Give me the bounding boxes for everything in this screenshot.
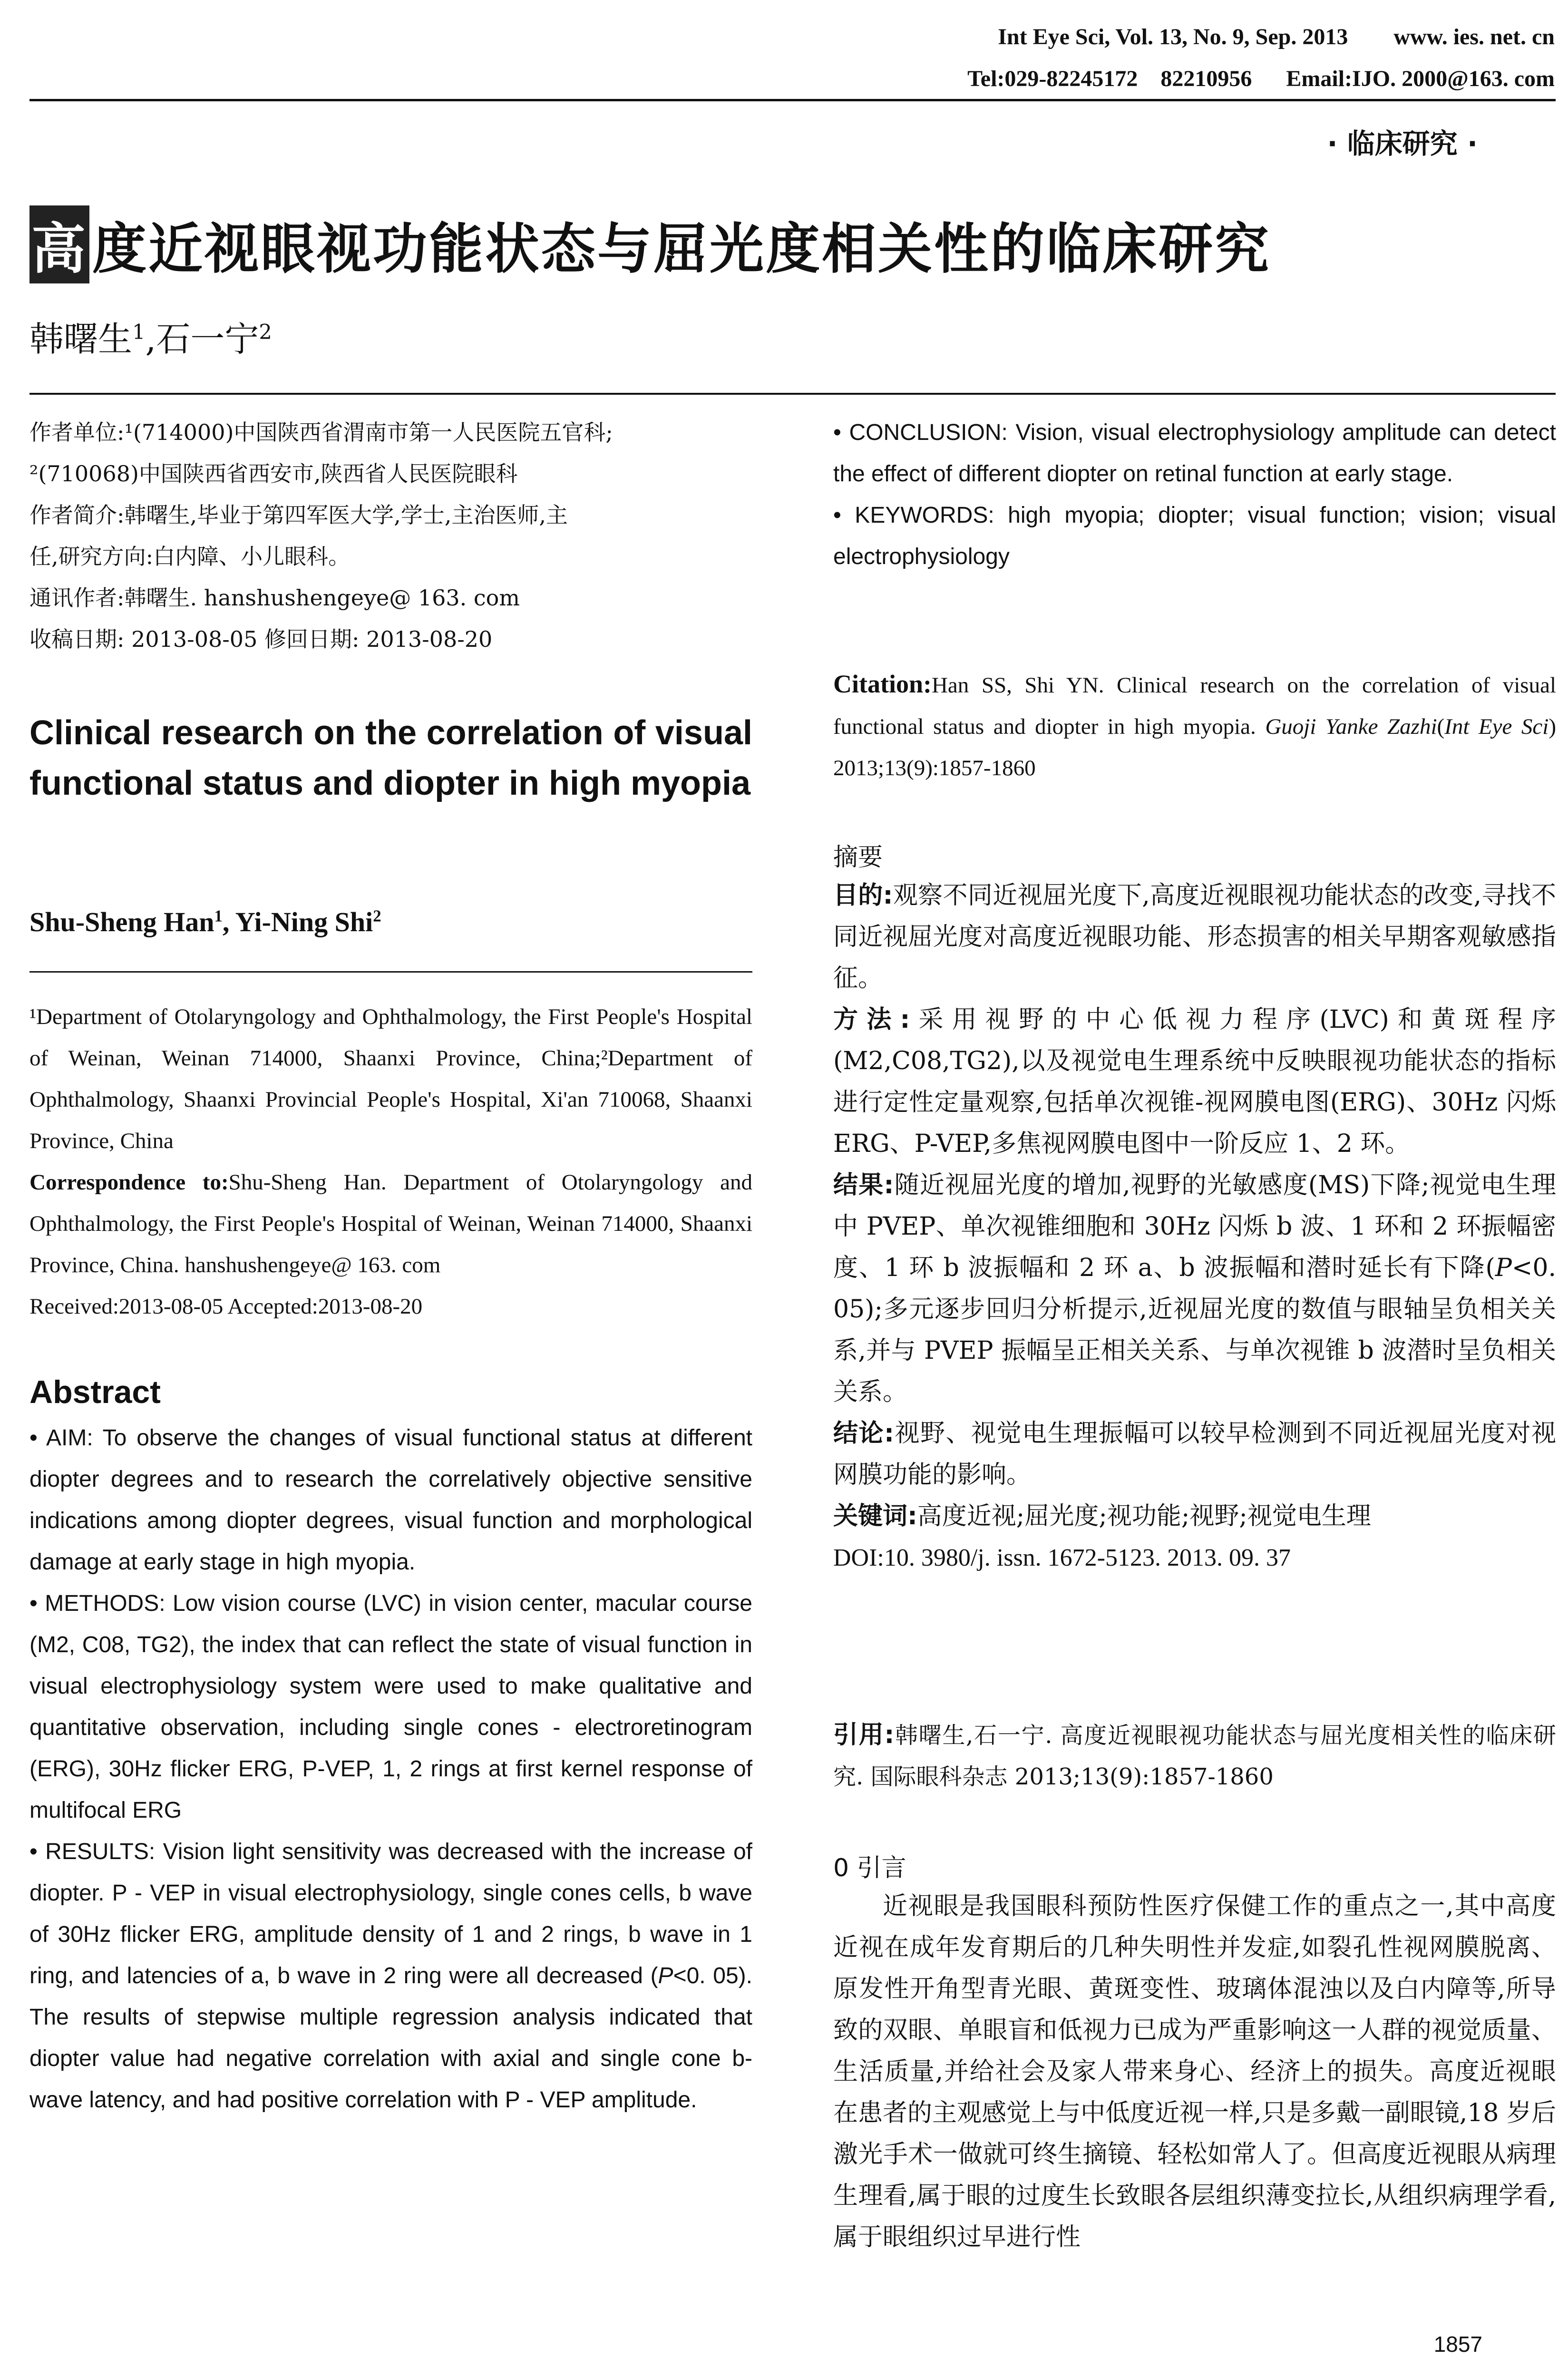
abstract-keywords-en: • KEYWORDS: high myopia; diopter; visual function; vision; visual electrophysiology <box>833 503 1556 569</box>
title-cn-rest: 度近视眼视功能状态与屈光度相关性的临床研究 <box>92 217 1271 281</box>
intro-heading: 0 引言 <box>833 1854 906 1882</box>
abstract-heading-en: Abstract <box>29 1374 161 1410</box>
dates-cn: 收稿日期: 2013-08-05 修回日期: 2013-08-20 <box>29 626 493 652</box>
abstract-heading-cn: 摘要 <box>833 843 883 872</box>
abstract-cn-body <box>833 875 1556 1578</box>
unit-line-2: ²(710068)中国陕西省西安市,陕西省人民医院眼科 <box>29 461 518 487</box>
corresponding-author-cn: 通讯作者:韩曙生. hanshushengeye@ 163. com <box>29 585 520 611</box>
results-cn-label: 结果: <box>833 1171 894 1199</box>
title-initial-char: 高 <box>29 205 89 283</box>
citation-en-text <box>833 663 1556 789</box>
affiliation-rule <box>29 971 752 973</box>
citation-en-journal: Guoji Yanke Zazhi <box>1265 714 1437 739</box>
citation-cn-body: 韩曙生,石一宁. 高度近视眼视功能状态与屈光度相关性的临床研究. 国际眼科杂志 2013;13(9):1857-1860 <box>833 1722 1557 1790</box>
doi: DOI:10. 3980/j. issn. 1672-5123. 2013. 09. 37 <box>833 1544 1291 1571</box>
correspondence-text: Shu-Sheng Han. Department of Otolaryngology and Ophthalmology, the First People's Hospital of Weinan, Weinan 714000, Shaanxi Province, China. hanshushengeye@ 163. com <box>29 1170 752 1277</box>
author-cn-sep: , <box>145 319 156 359</box>
citation-en <box>833 663 1556 789</box>
page-number: 1857 <box>1433 2332 1482 2357</box>
author-cn-1: 韩曙生 <box>29 319 133 359</box>
abstract-keywords-cn <box>833 1496 1556 1537</box>
citation-en-part-b: ) 2013;13(9):1857-1860 <box>833 714 1556 780</box>
author-en-2-sup: 2 <box>373 906 381 925</box>
citation-cn <box>833 1715 1556 1798</box>
info-cn-block <box>29 412 752 660</box>
aim-cn-label: 目的: <box>833 881 893 910</box>
author-cn-2: 石一宁 <box>156 319 259 359</box>
intro-paragraph: 近视眼是我国眼科预防性医疗保健工作的重点之一,其中高度近视在成年发育期后的几种失明性并发症,如裂孔性视网膜脱离、原发性开角型青光眼、黄斑变性、玻璃体混浊以及白内障等,所导致的双眼、单眼盲和低视力已成为严重影响这一人群的视觉质量、生活质量,并给社会及家人带来身心、经济上的损失。高度近视眼在患者的主观感觉上与中低度近视一样,只是多戴一副眼镜,18 岁后激光手术一做就可终生摘镜、轻松如常人了。但高度近视眼从病理生理看,属于眼的过度生长致眼各层组织薄变拉长,从组织病理学看,属于眼组织过早进行性 <box>833 1892 1556 2251</box>
correspondence-en <box>29 1162 752 1286</box>
keywords-cn-label: 关键词: <box>833 1502 917 1530</box>
header-rule <box>29 99 1556 101</box>
affiliations-en: ¹Department of Otolaryngology and Ophthalmology, the First People's Hospital of Weinan, Weinan 714000, Shaanxi Province, China;²Department of Ophthalmology, Shaanxi Provincial People's Hospital, Xi'an 710068, Shaanxi Province, China <box>29 1004 752 1153</box>
abstract-en-body <box>29 1417 752 2121</box>
abstract-en-continued <box>833 412 1556 577</box>
author-en-1: Shu-Sheng Han <box>29 906 214 937</box>
bio-line-1: 作者简介:韩曙生,毕业于第四军医大学,学士,主治医师,主 <box>29 502 568 528</box>
journal-contact-line: Tel:029-82245172 82210956 Email:IJO. 2000@163. com <box>967 66 1555 91</box>
abstract-results-cn <box>833 1165 1556 1413</box>
results-cn-part-b: <0. 05);多元逐步回归分析提示,近视屈光度的数值与眼轴呈负相关关系,并与 PVEP 振幅呈正相关关系、与单次视锥 b 波潜时呈负相关关系。 <box>833 1254 1556 1406</box>
intro-body <box>833 1886 1556 2258</box>
keywords-cn-text: 高度近视;屈光度;视功能;视野;视觉电生理 <box>917 1502 1371 1530</box>
article-title-en: Clinical research on the correlation of visual functional status and diopter in high myopia <box>29 714 752 802</box>
abstract-conclusion-cn <box>833 1413 1556 1496</box>
abstract-conclusion-en: • CONCLUSION: Vision, visual electrophysiology amplitude can detect the effect of different diopter on retinal function at early stage. <box>833 420 1556 487</box>
conclusion-cn-text: 视野、视觉电生理振幅可以较早检测到不同近视屈光度对视网膜功能的影响。 <box>833 1419 1556 1489</box>
bio-line-2: 任,研究方向:白内障、小儿眼科。 <box>29 544 351 569</box>
abstract-results-en <box>29 1831 752 2121</box>
abstract-methods-cn <box>833 999 1556 1165</box>
authors-en <box>29 906 752 938</box>
author-en-sep: , <box>222 906 235 937</box>
conclusion-cn-label: 结论: <box>833 1419 894 1448</box>
aim-cn-text: 观察不同近视屈光度下,高度近视眼视功能状态的改变,寻找不同近视屈光度对高度近视眼功能、形态损害的相关早期客观敏感指征。 <box>833 881 1557 993</box>
methods-cn-label: 方法: <box>833 1005 910 1034</box>
correspondence-label: Correspondence to: <box>29 1170 229 1195</box>
results-cn-p: P <box>1495 1254 1512 1282</box>
title-rule <box>29 393 1556 395</box>
author-cn-2-sup: 2 <box>259 321 272 344</box>
authors-cn <box>29 312 272 361</box>
results-en-part-b: <0. 05). The results of stepwise multiple regression analysis indicated that diopter value had negative correlation with axial and single cone b-wave latency, and had positive correlation with P - VEP amplitude. <box>29 1963 752 2113</box>
results-en-p: P <box>658 1963 673 1988</box>
citation-en-part-a: Han SS, Shi YN. Clinical research on the correlation of visual functional status and diopter in high myopia. <box>833 673 1556 739</box>
results-cn-part-a: 随近视屈光度的增加,视野的光敏感度(MS)下降;视觉电生理中 PVEP、单次视锥细胞和 30Hz 闪烁 b 波、1 环和 2 环振幅密度、1 环 b 波振幅和 2 环 a、b 波振幅和潜时延长有下降( <box>833 1171 1557 1282</box>
author-en-2: Yi-Ning Shi <box>235 906 373 937</box>
results-en-part-a: • RESULTS: Vision light sensitivity was decreased with the increase of diopter. P - VEP in visual electrophysiology, single cones cells, b wave of 30Hz flicker ERG, amplitude density of 1 and 2 rings, b wave in 1 ring, and latencies of a, b wave in 2 ring were all decreased ( <box>29 1839 752 1988</box>
affiliation-en-block <box>29 996 752 1327</box>
dates-en: Received:2013-08-05 Accepted:2013-08-20 <box>29 1294 423 1319</box>
methods-cn-text: 采用视野的中心低视力程序(LVC)和黄斑程序(M2,C08,TG2),以及视觉电生理系统中反映眼视功能状态的指标进行定性定量观察,包括单次视锥-视网膜电图(ERG)、30Hz 闪烁 ERG、P-VEP,多焦视网膜电图中一阶反应 1、2 环。 <box>833 1005 1557 1158</box>
journal-info-line: Int Eye Sci, Vol. 13, No. 9, Sep. 2013 www. ies. net. cn <box>998 24 1555 49</box>
citation-en-int: Int Eye Sci <box>1444 714 1549 739</box>
citation-cn-label: 引用: <box>833 1721 895 1749</box>
article-category: · 临床研究 · <box>1327 127 1478 160</box>
citation-en-paren: ( <box>1437 714 1445 739</box>
author-cn-1-sup: 1 <box>132 321 146 344</box>
article-title-cn <box>29 205 1271 283</box>
citation-cn-text <box>833 1715 1556 1798</box>
unit-line-1: 作者单位:¹(714000)中国陕西省渭南市第一人民医院五官科; <box>29 419 613 445</box>
abstract-aim-en: • AIM: To observe the changes of visual functional status at different diopter degrees and to research the correlatively objective sensitive indications among diopter degrees, visual function and morphological damage at early stage in high myopia. <box>29 1425 752 1575</box>
citation-en-label: Citation: <box>833 670 932 698</box>
author-en-1-sup: 1 <box>214 906 223 925</box>
abstract-methods-en: • METHODS: Low vision course (LVC) in vision center, macular course (M2, C08, TG2), the index that can reflect the state of visual function in visual electrophysiology system were used to make qualitative and quantitative observation, including single cones - electroretinogram (ERG), 30Hz flicker ERG, P-VEP, 1, 2 rings at first kernel response of multifocal ERG <box>29 1591 752 1823</box>
abstract-aim-cn <box>833 875 1556 999</box>
